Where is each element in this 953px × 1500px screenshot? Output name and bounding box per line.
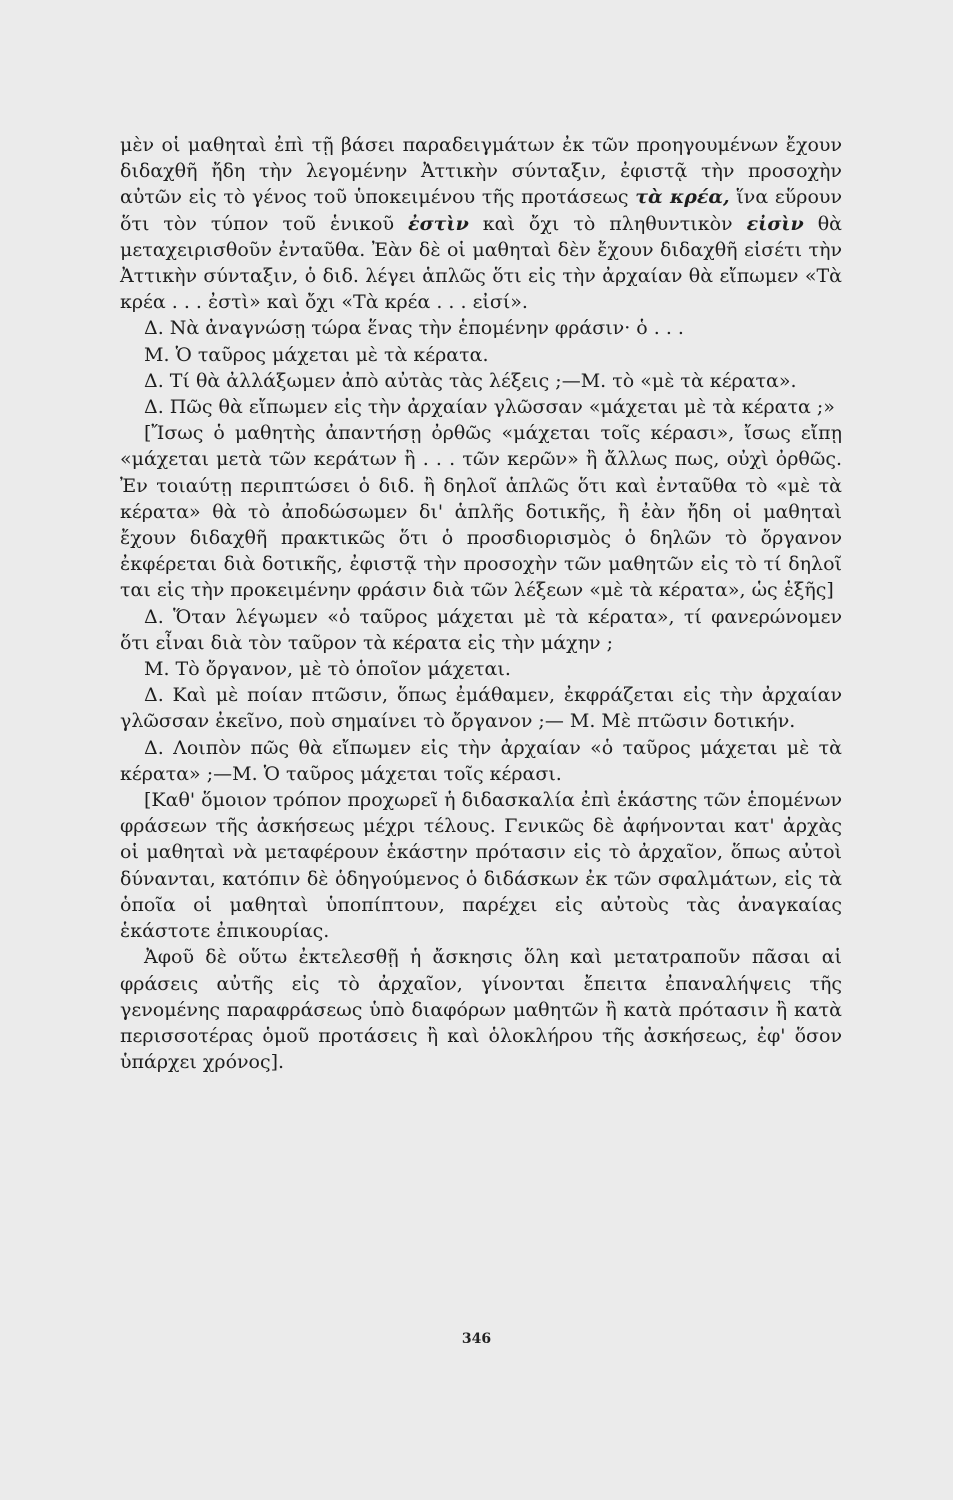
body-text [120, 132, 842, 1075]
dialogue-student-1: Μ. Ὁ ταῦρος μάχεται μὲ τὰ κέρατα. [144, 343, 489, 366]
emphasis-eisin: εἰσὶν [746, 212, 804, 235]
bracket-note-1: [Ἴσως ὁ μαθητὴς ἀπαντήσῃ ὀρθῶς «μάχεται τοῖς κέρασι», ἴσως εἴπῃ «μάχεται μετὰ τῶν κεράτων ἢ . . . τῶν κερῶν» ἢ ἄλλως πως, οὐχὶ ὀρθῶς. Ἐν τοιαύτῃ περιπτώσει ὁ διδ. ἢ δηλοῖ ἁπλῶς ὅτι καὶ ἐνταῦθα τὸ «μὲ τὰ κέρατα» θὰ τὸ ἀποδώσωμεν δι' ἁπλῆς δοτικῆς, ἢ ἐὰν ἤδη οἱ μαθηταὶ ἔχουν διδαχθῆ πρακτικῶς ὅτι ὁ προσδιορισμὸς ὁ δηλῶν τὸ ὄργανον ἐκφέρεται διὰ δοτικῆς, ἐφιστᾷ τὴν προσοχὴν τῶν μαθητῶν εἰς τὸ τί δηλοῖ ται εἰς τὴν προκειμένην φράσιν διὰ τῶν λέξεων «μὲ τὰ κέρατα», ὡς ἑξῆς] [120, 422, 842, 602]
dialogue-teacher-5: Δ. Καὶ μὲ ποίαν πτῶσιν, ὅπως ἐμάθαμεν, ἐκφράζεται εἰς τὴν ἀρχαίαν γλῶσσαν ἐκεῖνο, ποὺ σημαίνει τὸ ὄργανον ;— Μ. Μὲ πτῶσιν δοτικήν. [120, 684, 842, 733]
dialogue-teacher-6: Δ. Λοιπὸν πῶς θὰ εἴπωμεν εἰς τὴν ἀρχαίαν «ὁ ταῦρος μάχεται μὲ τὰ κέρατα» ;—Μ. Ὁ ταῦρος μάχεται τοῖς κέρασι. [120, 736, 842, 785]
dialogue-teacher-4: Δ. Ὅταν λέγωμεν «ὁ ταῦρος μάχεται μὲ τὰ κέρατα», τί φανερώνομεν ὅτι εἶναι διὰ τὸν ταῦρον τὰ κέρατα εἰς τὴν μάχην ; [120, 605, 842, 654]
emphasis-estin: ἐστὶν [408, 212, 469, 235]
dialogue-teacher-3: Δ. Πῶς θὰ εἴπωμεν εἰς τὴν ἀρχαίαν γλῶσσαν «μάχεται μὲ τὰ κέρατα ;» [144, 396, 835, 419]
closing-paragraph: Ἀφοῦ δὲ οὕτω ἐκτελεσθῇ ἡ ἄσκησις ὅλη καὶ μετατραποῦν πᾶσαι αἱ φράσεις αὐτῆς εἰς τὸ ἀρχαῖον, γίνονται ἔπειτα ἐπαναλήψεις τῆς γενομένης παραφράσεως ὑπὸ διαφόρων μαθητῶν ἢ κατὰ πρότασιν ἢ κατὰ περισσοτέρας ὁμοῦ προτάσεις ἢ καὶ ὁλοκλήρου τῆς ἀσκήσεως, ἐφ' ὅσον ὑπάρχει χρόνος]. [120, 946, 842, 1074]
paragraph-1: μὲν οἱ μαθηταὶ ἐπὶ τῇ βάσει παραδειγμάτων ἐκ τῶν προηγουμένων ἔχουν διδαχθῆ ἤδη τὴν λεγομένην Ἀττικὴν σύνταξιν, ἐφιστᾷ τὴν προσοχὴν αὐτῶν εἰς τὸ γένος τοῦ ὑποκειμένου τῆς προτάσεως τὰ κρέα, ἵνα εὕρουν ὅτι τὸν τύπον τοῦ ἑνικοῦ ἐστὶν καὶ ὄχι τὸ πληθυντικὸν εἰσὶν θὰ μεταχειρισθοῦν ἐνταῦθα. Ἐὰν δὲ οἱ μαθηταὶ δὲν ἔχουν διδαχθῆ εἰσέτι τὴν Ἀττικὴν σύνταξιν, ὁ διδ. λέγει ἁπλῶς ὅτι εἰς τὴν ἀρχαίαν θὰ εἴπωμεν «Τὰ κρέα . . . ἐστὶ» καὶ ὄχι «Τὰ κρέα . . . εἰσί». [120, 134, 843, 314]
dialogue-student-2: Μ. Τὸ ὄργανον, μὲ τὸ ὁποῖον μάχεται. [144, 658, 511, 681]
bracket-note-2: [Καθ' ὅμοιον τρόπον προχωρεῖ ἡ διδασκαλία ἐπὶ ἑκάστης τῶν ἑπομένων φράσεων τῆς ἀσκήσεως μέχρι τέλους. Γενικῶς δὲ ἀφήνονται κατ' ἀρχὰς οἱ μαθηταὶ νὰ μεταφέρουν ἑκάστην πρότασιν εἰς τὸ ἀρχαῖον, ὅπως αὐτοὶ δύνανται, κατόπιν δὲ ὁδηγούμενος ὁ διδάσκων ἐκ τῶν σφαλμάτων, εἰς τὰ ὁποῖα οἱ μαθηταὶ ὑποπίπτουν, παρέχει εἰς αὐτοὺς τὰς ἀναγκαίας ἑκάστοτε ἐπικουρίας. [120, 789, 842, 943]
dialogue-teacher-1: Δ. Νὰ ἀναγνώσῃ τώρα ἕνας τὴν ἑπομένην φράσιν· ὁ . . . [144, 317, 684, 340]
dialogue-teacher-2: Δ. Τί θὰ ἀλλάξωμεν ἀπὸ αὐτὰς τὰς λέξεις ;—Μ. τὸ «μὲ τὰ κέρατα». [144, 369, 797, 392]
page-number: 346 [461, 1331, 492, 1347]
emphasis-ta-krea: τὰ κρέα, [635, 186, 730, 209]
